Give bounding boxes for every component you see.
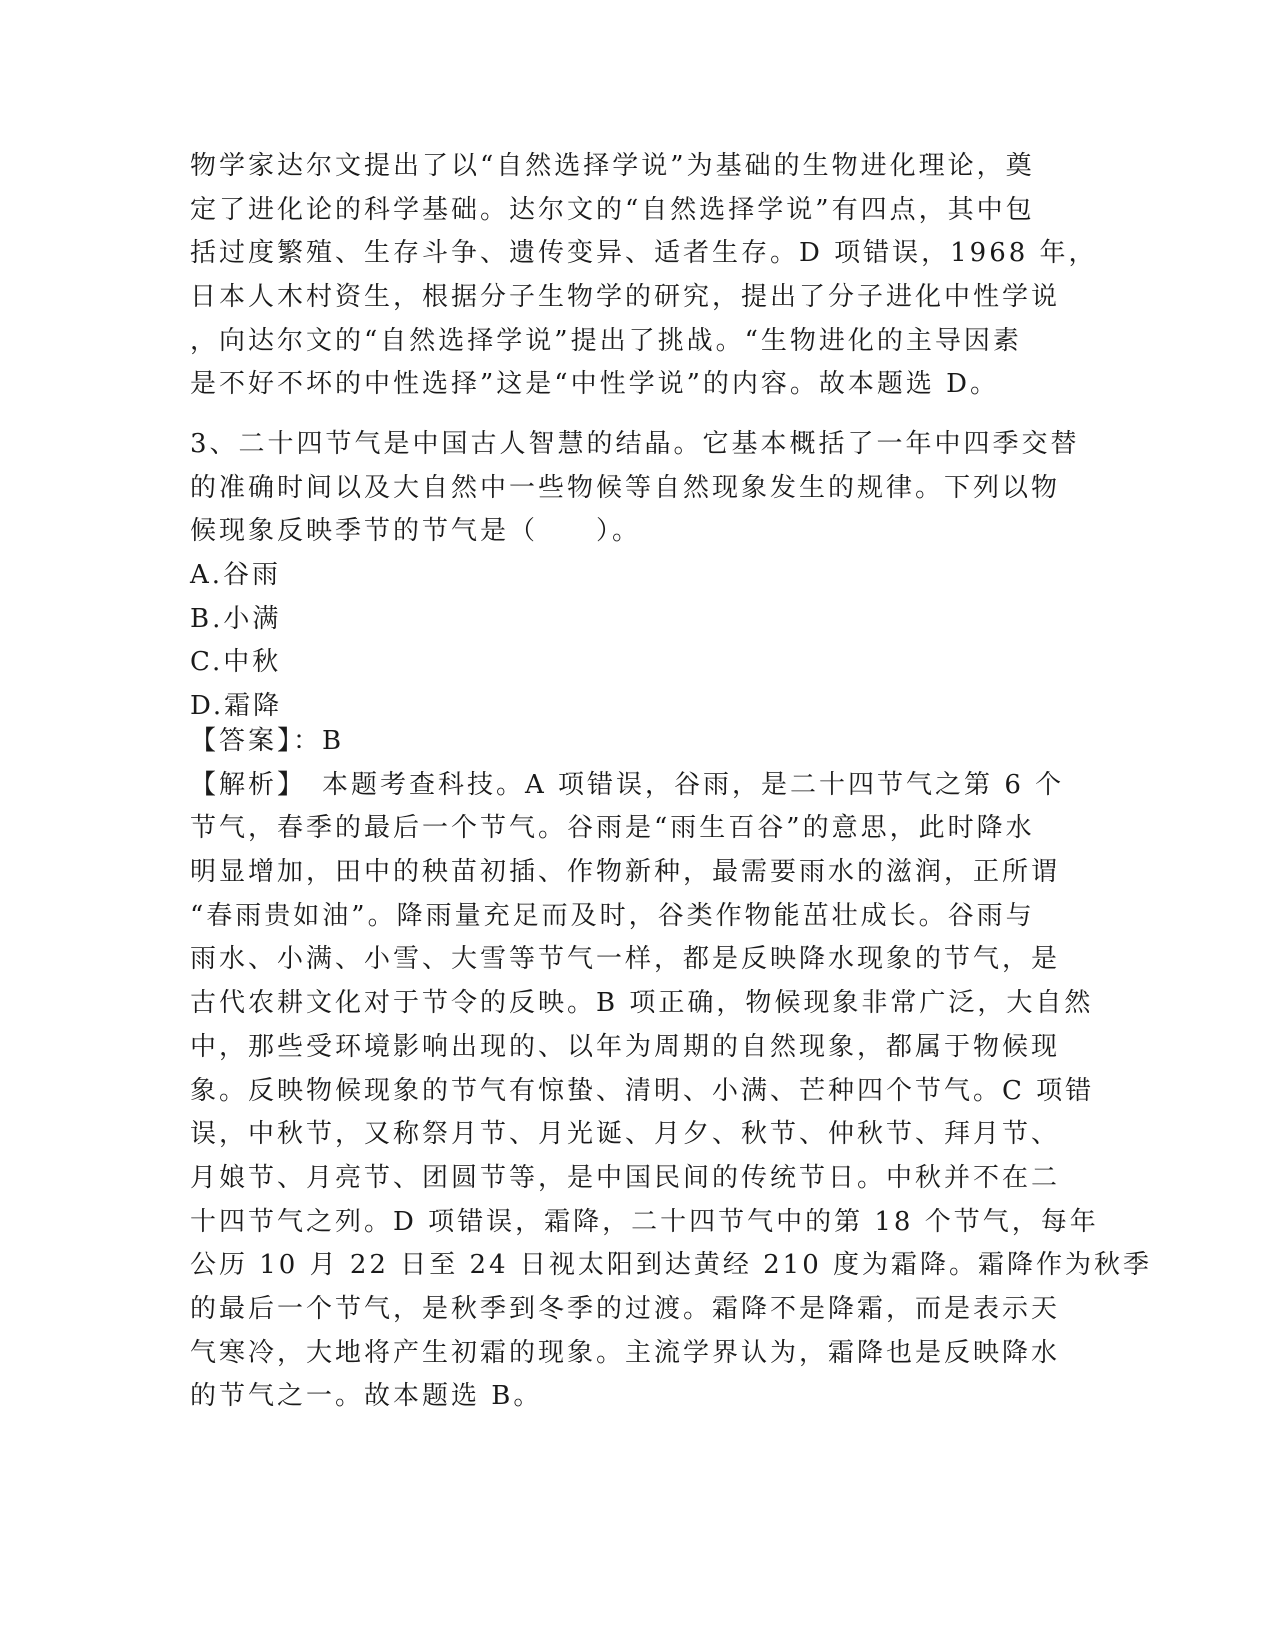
text-line: ，向达尔文的“自然选择学说”提出了挑战。“生物进化的主导因素 bbox=[190, 325, 1022, 356]
question-stem-line: 3、二十四节气是中国古人智慧的结晶。它基本概括了一年中四季交替 bbox=[190, 429, 1080, 459]
explanation-text: 本题考查科技。A 项错误，谷雨，是二十四节气之第 6 个 bbox=[293, 769, 1065, 800]
text-line: 物学家达尔文提出了以“自然选择学说”为基础的生物进化理论，奠 bbox=[190, 151, 1035, 181]
answer-label: 【答案】： bbox=[190, 726, 323, 756]
previous-question-explanation bbox=[190, 145, 1098, 407]
explanation-line: 误，中秋节，又称祭月节、月光诞、月夕、秋节、仲秋节、拜月节、 bbox=[190, 1119, 1061, 1150]
explanation-line: 公历 10 月 22 日至 24 日视太阳到达黄经 210 度为霜降。霜降作为秋季 bbox=[190, 1250, 1152, 1281]
explanation-line: 节气，春季的最后一个节气。谷雨是“雨生百谷”的意思，此时降水 bbox=[190, 813, 1035, 844]
explanation-line: 雨水、小满、小雪、大雪等节气一样，都是反映降水现象的节气，是 bbox=[190, 944, 1061, 975]
option-d: D.霜降 bbox=[190, 691, 283, 722]
explanation-line: 气寒冷，大地将产生初霜的现象。主流学界认为，霜降也是反映降水 bbox=[190, 1337, 1061, 1368]
explanation-first-line bbox=[190, 764, 1090, 808]
explanation-line: 的最后一个节气，是秋季到冬季的过渡。霜降不是降霜，而是表示天 bbox=[190, 1293, 1061, 1324]
option-c: C.中秋 bbox=[190, 647, 282, 678]
answer-section bbox=[190, 720, 1152, 1419]
option-b: B.小满 bbox=[190, 603, 282, 634]
explanation-line: 月娘节、月亮节、团圆节等，是中国民间的传统节日。中秋并不在二 bbox=[190, 1162, 1061, 1193]
answer-line bbox=[190, 720, 1090, 764]
question-3 bbox=[190, 423, 1090, 729]
explanation-line: “春雨贵如油”。降雨量充足而及时，谷类作物能茁壮成长。谷雨与 bbox=[190, 900, 1035, 931]
text-line: 是不好不坏的中性选择”这是“中性学说”的内容。故本题选 D。 bbox=[190, 369, 999, 400]
question-stem-line: 的准确时间以及大自然中一些物候等自然现象发生的规律。下列以物 bbox=[190, 472, 1061, 503]
explanation-line: 的节气之一。故本题选 B。 bbox=[190, 1381, 543, 1412]
explanation-line: 十四节气之列。D 项错误，霜降，二十四节气中的第 18 个节气，每年 bbox=[190, 1206, 1099, 1237]
text-line: 日本人木村资生，根据分子生物学的研究，提出了分子进化中性学说 bbox=[190, 282, 1061, 313]
explanation-line: 象。反映物候现象的节气有惊蛰、清明、小满、芒种四个节气。C 项错 bbox=[190, 1075, 1095, 1106]
explanation-line: 中，那些受环境影响出现的、以年为周期的自然现象，都属于物候现 bbox=[190, 1031, 1061, 1062]
option-a: A.谷雨 bbox=[190, 560, 282, 591]
explanation-label: 【解析】 bbox=[190, 769, 294, 800]
explanation-line: 明显增加，田中的秧苗初插、作物新种，最需要雨水的滋润，正所谓 bbox=[190, 857, 1061, 888]
text-line: 括过度繁殖、生存斗争、遗传变异、适者生存。D 项错误，1968 年， bbox=[190, 238, 1098, 269]
explanation-line: 古代农耕文化对于节令的反映。B 项正确，物候现象非常广泛，大自然 bbox=[190, 988, 1094, 1019]
text-line: 定了进化论的科学基础。达尔文的“自然选择学说”有四点，其中包 bbox=[190, 194, 1035, 225]
question-stem-line: 候现象反映季节的节气是（ ）。 bbox=[190, 516, 642, 547]
answer-value: B bbox=[322, 726, 345, 756]
